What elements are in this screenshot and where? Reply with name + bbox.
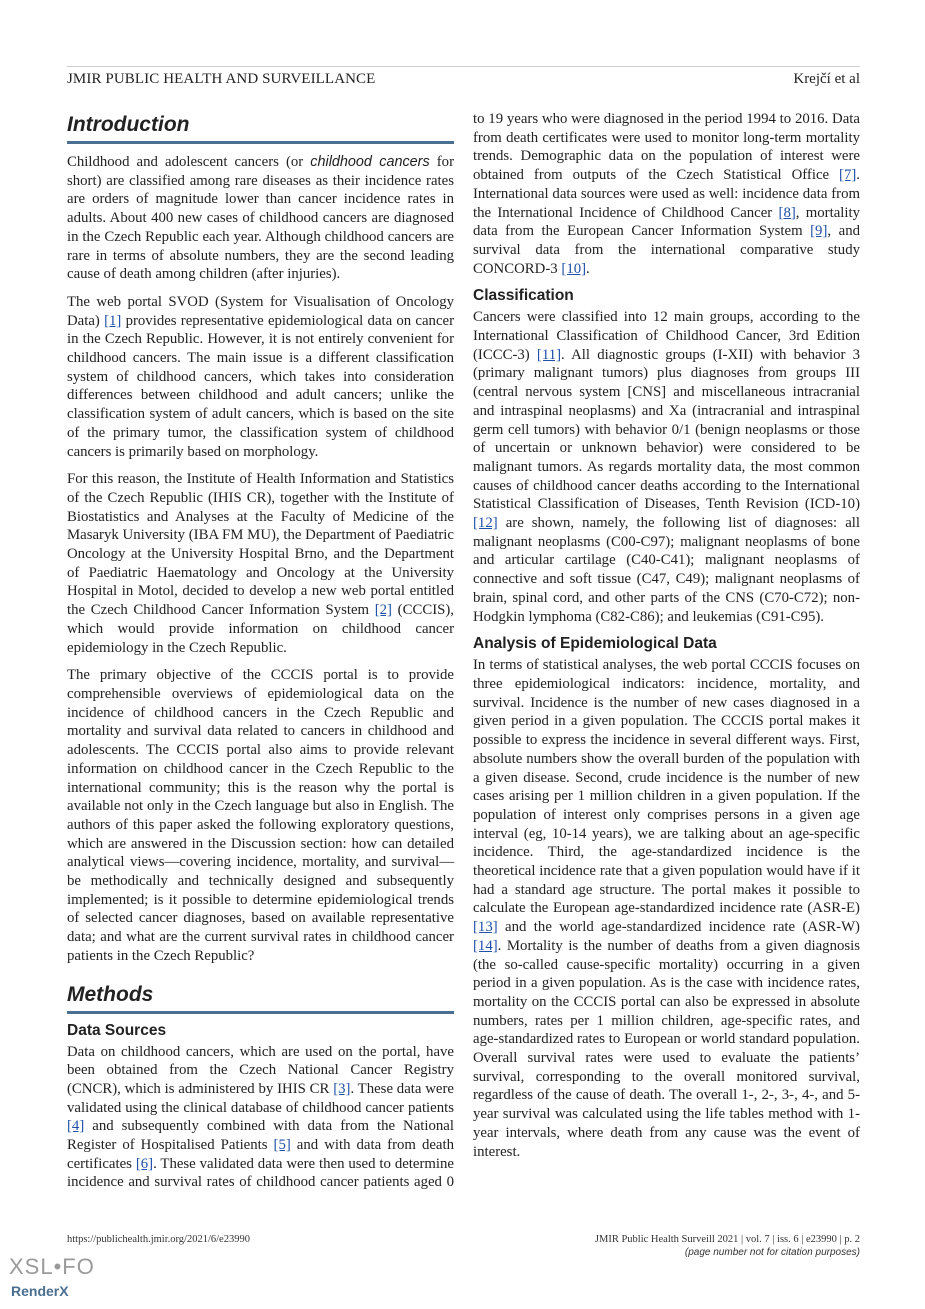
text: and the world age-standardized incidence rate (ASR-W) [497,919,860,936]
reference-link-9[interactable]: [9] [810,223,828,240]
methods-heading: Methods [67,981,454,1014]
author-line: Krejčí et al [793,71,860,87]
text: . All diagnostic groups (I-XII) with behavior 3 (primary malignant tumors) plus diagnoses from groups III (central nervous system [CNS] and miscellaneous intracranial and intraspinal neoplasms) and Xa (intracranial and intraspinal germ cell tumors) with behavior 0/1 (benign neoplasms or those of uncertain or unknown behavior) were considered to be malignant tumors. As regards mortality data, the most common causes of childhood cancer deaths according to the International Statistical Classification of Diseases, Tenth Revision (ICD-10) [473,346,860,513]
data-sources-paragraph-continued [473,110,860,278]
classification-heading: Classification [473,287,574,305]
data-sources-paragraph [67,1043,454,1193]
text: for short) are classified among rare diseases as their incidence rates are orders of magnitude lower than cancer incidence rates in adults. About 400 new cases of childhood cancers are diagnosed in the Czech Republic each year. Although childhood cancers are rare in terms of absolute numbers, they are the second leading cause of death among children (after injuries). [67,154,455,283]
right-column [473,110,860,1170]
journal-title: JMIR PUBLIC HEALTH AND SURVEILLANCE [67,71,376,87]
text: and subsequently combined with data from the National Register of Hospitalised Patients [67,1118,454,1154]
text: Cancers were classified into 12 main groups, according to the International Classification of Childhood Cancer, 3rd Edition (ICCC-3) [473,309,860,363]
text: , mortality data from the European Cancer Information System [473,204,860,240]
reference-link-13[interactable]: [13] [473,919,498,936]
footer-url[interactable]: https://publichealth.jmir.org/2021/6/e23990 [67,1234,250,1245]
reference-link-3[interactable]: [3] [333,1080,351,1097]
data-sources-heading: Data Sources [67,1021,167,1039]
introduction-heading: Introduction [67,111,454,144]
intro-paragraph-3 [67,470,454,657]
reference-link-1[interactable]: [1] [104,312,122,329]
classification-paragraph [473,308,860,626]
text: and with data from death certificates [67,1137,454,1172]
text: . International data sources were used as well: incidence data from the International Incidence of Childhood Cancer [473,167,860,221]
text: to 19 years who were diagnosed in the period 1994 to 2016. Data from death certificates were used to monitor long-term mortality trends. Demographic data on the population of interest were obtained from outputs of the Czech Statistical Office [473,111,860,184]
footer-note: (page number not for citation purposes) [684,1247,860,1258]
text: In terms of statistical analyses, the web portal CCCIS focuses on three epidemiological indicators: incidence, mortality, and survival. Incidence is the number of new cases diagnosed in a given period in a given population. The CCCIS portal makes it possible to express the incidence in several different ways. First, absolute numbers show the overall burden of the population with a given disease. Second, crude incidence is the number of new cases arising per 1 million children in a given population. If the population of interest only comprises persons in a given age interval (eg, 10-14 years), we are talking about an age-specific incidence. Third, the age-standardized incidence is the theoretical incidence rate that a given population would have if it had a standard age structure. The portal makes it possible to calculate the European age-standardized incidence rate (ASR-E) [473,657,860,917]
text: , and survival data from the international comparative study CONCORD-3 [473,223,860,277]
reference-link-4[interactable]: [4] [67,1118,85,1135]
renderx-logo: RenderX [11,1283,69,1299]
analysis-paragraph [473,656,860,1161]
header-rule [67,66,860,67]
reference-link-11[interactable]: [11] [536,346,562,363]
reference-link-2[interactable]: [2] [374,602,392,619]
footer-citation: JMIR Public Health Surveill 2021 | vol. 7 | iss. 6 | e23990 | p. 2 [594,1234,860,1245]
text: provides representative epidemiological data on cancer in the Czech Republic. However, it is not entirely convenient for childhood cancers. The main issue is a different classification system of childhood cancers, which takes into consideration differences between childhood and adult cancers; unlike the classification system of adult cancers, which is based on the site of the primary tumor, the classification system of childhood cancers is primarily based on morphology. [67,312,455,460]
intro-paragraph-4: The primary objective of the CCCIS portal is to provide comprehensible overviews of epidemiological data on the incidence of childhood cancers in the Czech Republic and mortality and survival data related to cancers in childhood and adolescents. The CCCIS portal also aims to provide relevant information on childhood cancer in the Czech Republic to the international community; this is the reason why the portal is available not only in the Czech language but also in English. The authors of this paper asked the following exploratory questions, which are answered in the Discussion section: how can detailed analytical views—covering incidence, mortality, and survival—be methodically and technically designed and subsequently implemented; is it possible to determine epidemiological trends of selected cancer diagnoses, based on available representative data; and what are the current survival rates in childhood cancer patients in the Czech Republic? [67,667,454,964]
xslfo-logo: XSL•FO [9,1254,95,1279]
analysis-heading: Analysis of Epidemiological Data [473,635,717,653]
reference-link-8[interactable]: [8] [778,204,796,221]
text: are shown, namely, the following list of diagnoses: all malignant neoplasms (C00-C97); malignant neoplasms of bone and articular cartilage (C40-C41); malignant neoplasms of connective and soft tissue (C47, C49); malignant neoplasms of brain, spinal cord, and other parts of the CNS (C70-C72); non-Hodgkin lymphoma (C82-C86); and leukemias (C91-C95). [473,515,860,625]
intro-paragraph-1 [67,153,454,284]
text: (CCCIS), which would provide information on childhood cancer epidemiology in the Czech Republic. [67,602,454,656]
text: For this reason, the Institute of Health Information and Statistics of the Czech Republic (IHIS CR), together with the Institute of Biostatistics and Analyses at the Faculty of Medicine of the Masaryk University (IBA FM MU), the Department of Paediatric Oncology at the University Hospital Brno, and the Department of Paediatric Haematology and Oncology at the University Hospital in Motol, decided to develop a new web portal entitled the Czech Childhood Cancer Information System [67,471,454,619]
reference-link-6[interactable]: [6] [135,1155,154,1172]
data-sources-continuation [473,110,860,278]
emphasis-text: childhood cancers [310,154,430,170]
reference-link-7[interactable]: [7] [839,167,857,184]
reference-link-12[interactable]: [12] [473,515,498,532]
reference-link-14[interactable]: [14] [473,937,498,954]
reference-link-10[interactable]: [10] [561,260,587,277]
text: . These data were validated using the clinical database of childhood cancer patients [67,1080,454,1116]
text: Data on childhood cancers, which are used on the portal, have been obtained from the Czech National Cancer Registry (CNCR), which is administered by IHIS CR [67,1043,454,1097]
text: . These validated data were then used to determine incidence and survival rates of childhood cancer patients aged 0 [67,1155,454,1191]
intro-paragraph-2 [67,293,454,461]
reference-link-5[interactable]: [5] [273,1137,291,1154]
text: The web portal SVOD (System for Visualisation of Oncology Data) [67,293,454,329]
text: . Mortality is the number of deaths from a given diagnosis (the so-called cause-specific mortality) occurring in a given period in a given population. As is the case with incidence rates, mortality on the CCCIS portal can also be expressed in absolute numbers, rates per 1 million children, age-specific rates, and age-standardized rates to European or world standard population. Overall survival rates were used to evaluate the patients’ survival, corresponding to the overall monitored survival, regardless of the cause of death. The overall 1-, 2-, 3-, 4-, and 5-year survival was calculated using the life tables method with 1-year intervals, where death from any cause was the event of interest. [473,937,860,1160]
left-column [67,111,454,1201]
text: Childhood and adolescent cancers (or [67,154,311,170]
text: . [586,260,590,277]
